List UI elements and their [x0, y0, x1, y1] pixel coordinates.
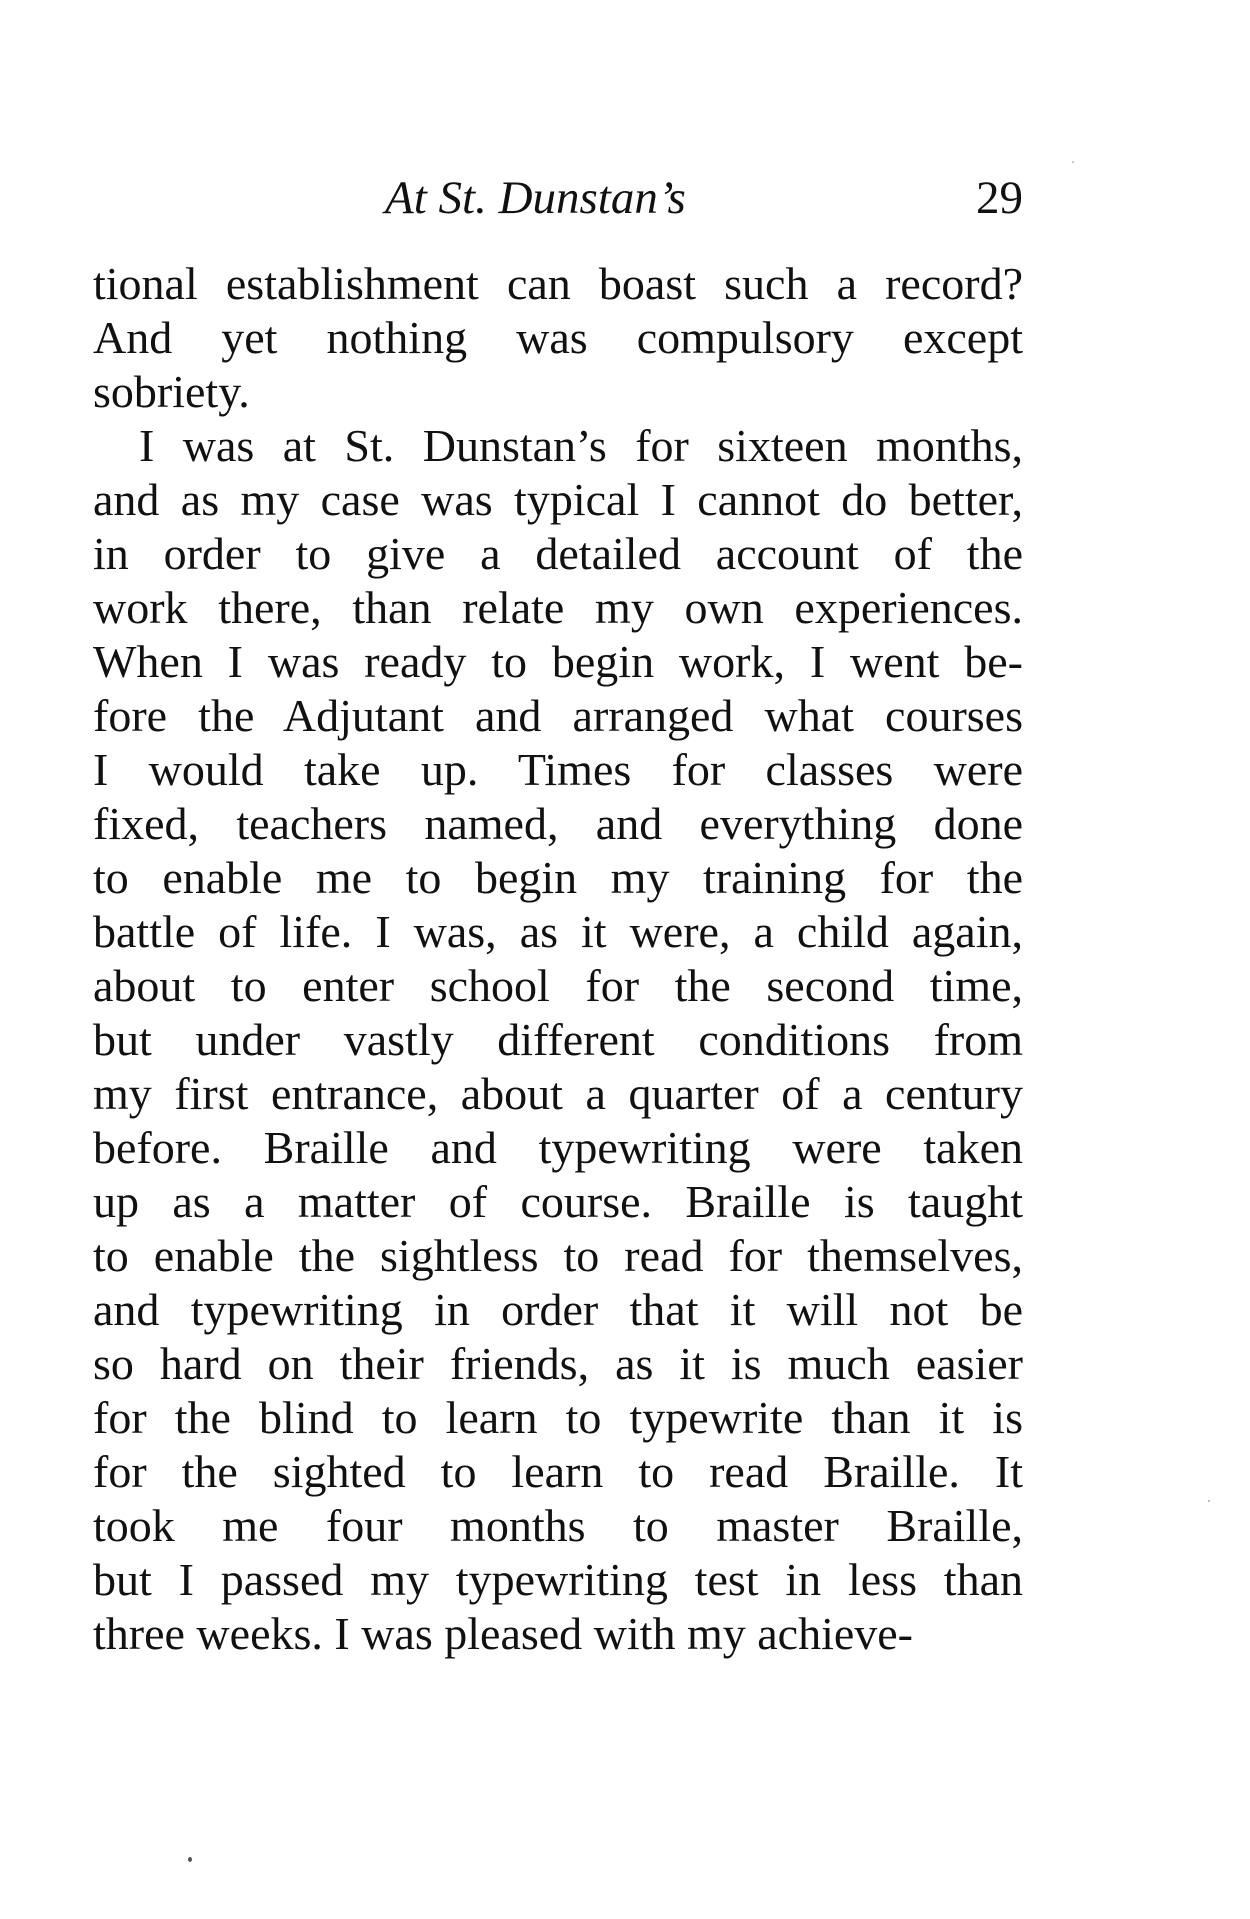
text-line: before. Braille and typewriting were taken [93, 1122, 1023, 1173]
text-line: I would take up. Times for classes were [93, 744, 1023, 795]
text-line: took me four months to master Braille, [93, 1500, 1023, 1551]
page-number: 29 [976, 172, 1023, 224]
text-line: and typewriting in order that it will not be [93, 1284, 1023, 1335]
text-line: and as my case was typical I cannot do better, [93, 474, 1023, 525]
text-line: work there, than relate my own experiences. [93, 582, 1023, 633]
text-line: for the sighted to learn to read Braille. It [93, 1446, 1023, 1497]
text-line: my first entrance, about a quarter of a century [93, 1068, 1023, 1119]
text-line: When I was ready to begin work, I went be- [93, 636, 1023, 687]
text-line: And yet nothing was compulsory except [93, 312, 1023, 363]
text-line: battle of life. I was, as it were, a child again, [93, 906, 1023, 957]
body-text [93, 257, 1023, 1661]
scan-speck [1072, 161, 1074, 163]
text-line: fore the Adjutant and arranged what courses [93, 690, 1023, 741]
text-line: I was at St. Dunstan’s for sixteen months, [139, 420, 1023, 471]
text-line: up as a matter of course. Braille is taught [93, 1176, 1023, 1227]
text-line: for the blind to learn to typewrite than it is [93, 1392, 1023, 1443]
text-line: to enable the sightless to read for themselves, [93, 1230, 1023, 1281]
text-line: sobriety. [93, 366, 250, 417]
text-line: tional establishment can boast such a record? [93, 258, 1023, 309]
scan-speck [188, 1857, 192, 1862]
scan-speck [1208, 1500, 1210, 1502]
running-title: At St. Dunstan’s [385, 172, 686, 224]
running-head [93, 168, 1023, 228]
text-line: fixed, teachers named, and everything done [93, 798, 1023, 849]
text-line: but I passed my typewriting test in less than [93, 1554, 1023, 1605]
text-line: but under vastly different conditions from [93, 1014, 1023, 1065]
text-line: in order to give a detailed account of the [93, 528, 1023, 579]
text-line: to enable me to begin my training for the [93, 852, 1023, 903]
text-line: so hard on their friends, as it is much easier [93, 1338, 1023, 1389]
text-line: three weeks. I was pleased with my achieve- [93, 1608, 914, 1659]
text-line: about to enter school for the second time, [93, 960, 1023, 1011]
